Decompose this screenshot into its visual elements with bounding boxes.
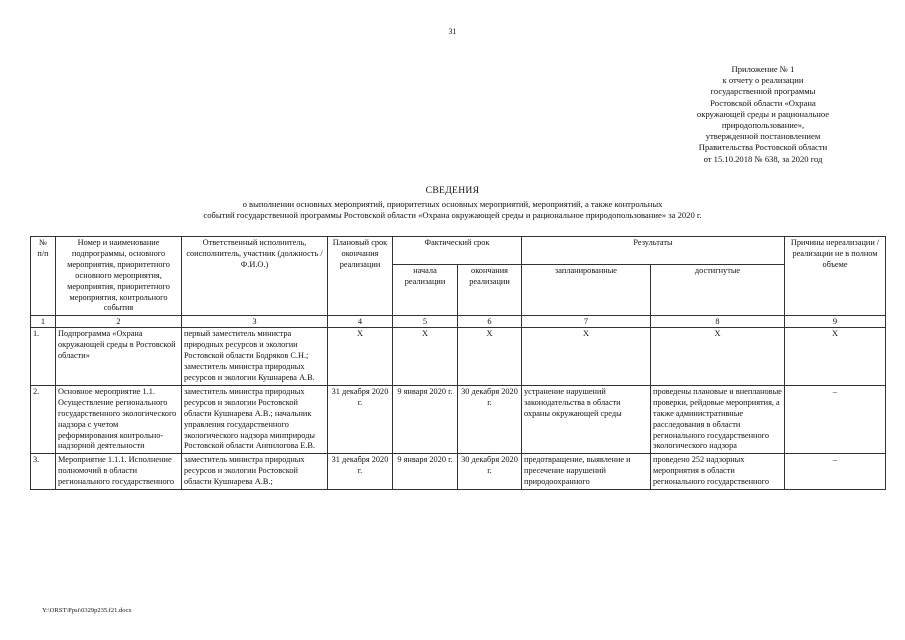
- appendix-line: государственной программы: [710, 86, 816, 97]
- cell-executor: заместитель министра природных ресурсов и экологии Ростовской области Кушнарева А.В.;: [182, 454, 328, 490]
- subtitle-line: о выполнении основных мероприятий, приоритетных основных мероприятий, мероприятий, а также контрольных: [242, 199, 663, 209]
- page-number: 31: [448, 27, 457, 36]
- cell-actual-start: 9 января 2020 г.: [393, 385, 458, 453]
- header-executor: Ответственный исполнитель, соисполнитель, участник (должность / Ф.И.О.): [182, 237, 328, 316]
- column-number: 2: [56, 316, 182, 328]
- cell-name: Основное мероприятие 1.1. Осуществление регионального государственного экологического надзора с учетом реформирования контрольно-надзорной деятельности: [56, 385, 182, 453]
- cell-achieved: проведено 252 надзорных мероприятия в области регионального государственного: [651, 454, 785, 490]
- appendix-line: от 15.10.2018 № 638, за 2020 год: [703, 153, 823, 164]
- column-number: 4: [328, 316, 393, 328]
- table-row: [31, 385, 886, 453]
- cell-planned: предотвращение, выявление и пресечение нарушений природоохранного: [522, 454, 651, 490]
- cell-planned: устранение нарушений законодательства в области охраны окружающей среды: [522, 385, 651, 453]
- cell-achieved: X: [651, 328, 785, 386]
- column-number: 1: [31, 316, 56, 328]
- table-row: [31, 454, 886, 490]
- column-number: 8: [651, 316, 785, 328]
- cell-name: Подпрограмма «Охрана окружающей среды в Ростовской области»: [56, 328, 182, 386]
- cell-name: Мероприятие 1.1.1. Исполнение полномочий в области регионального государственного: [56, 454, 182, 490]
- header-achieved: достигнутые: [651, 265, 785, 316]
- cell-reasons: X: [785, 328, 886, 386]
- appendix-line: окружающей среды и рациональное: [696, 108, 830, 119]
- cell-actual-end: 30 декабря 2020 г.: [458, 454, 522, 490]
- cell-plan-end: 31 декабря 2020 г.: [328, 454, 393, 490]
- appendix-line: природопользование»,: [721, 120, 805, 131]
- appendix-line: к отчету о реализации: [722, 75, 804, 86]
- cell-plan-end: 31 декабря 2020 г.: [328, 385, 393, 453]
- appendix-line: Ростовской области «Охрана: [710, 97, 816, 108]
- cell-actual-end: 30 декабря 2020 г.: [458, 385, 522, 453]
- column-number: 5: [393, 316, 458, 328]
- column-number: 3: [182, 316, 328, 328]
- document-title: СВЕДЕНИЯ: [425, 185, 480, 196]
- column-number-row: [31, 316, 886, 328]
- header-actual-start: начала реализации: [393, 265, 458, 316]
- header-num: № п/п: [31, 237, 56, 316]
- cell-num: 3.: [31, 454, 56, 490]
- column-number: 6: [458, 316, 522, 328]
- cell-executor: заместитель министра природных ресурсов и экологии Ростовской области Кушнарева А.В.; начальник управления государственного экологического надзора минприроды Ростовской области Анпилогова Е.В.: [182, 385, 328, 453]
- header-actual: Фактический срок: [393, 237, 522, 265]
- appendix-line: Правительства Ростовской области: [698, 142, 828, 153]
- cell-reasons: –: [785, 385, 886, 453]
- cell-achieved: проведены плановые и внеплановые проверки, рейдовые мероприятия, а также административные расследования в области регионального государственного экологического надзора: [651, 385, 785, 453]
- subtitle-line: событий государственной программы Ростовской области «Охрана окружающей среды и рациональное природопользование» за 2020 г.: [203, 210, 702, 220]
- header-row: [31, 237, 886, 265]
- header-plan-end: Плановый срок окончания реализации: [328, 237, 393, 316]
- appendix-line: утвержденной постановлением: [705, 131, 821, 142]
- cell-actual-start: 9 января 2020 г.: [393, 454, 458, 490]
- cell-actual-end: X: [458, 328, 522, 386]
- report-table: [30, 236, 886, 490]
- cell-num: 2.: [31, 385, 56, 453]
- cell-actual-start: X: [393, 328, 458, 386]
- table-row: [31, 328, 886, 386]
- cell-executor: первый заместитель министра природных ресурсов и экологии Ростовской области Бодряков С.Н.; заместитель министра природных ресурсов и экологии Кушнарева А.В.: [182, 328, 328, 386]
- appendix-block: [678, 64, 848, 165]
- document-subtitle: [0, 199, 905, 221]
- cell-num: 1.: [31, 328, 56, 386]
- header-actual-end: окончания реализации: [458, 265, 522, 316]
- header-results: Результаты: [522, 237, 785, 265]
- column-number: 7: [522, 316, 651, 328]
- footer-file-path: Y:\ORST\Ppsi\0329p235.f21.docx: [42, 607, 132, 614]
- header-planned: запланированные: [522, 265, 651, 316]
- page-cutoff: [30, 607, 890, 640]
- appendix-line: Приложение № 1: [731, 64, 795, 74]
- cell-reasons: –: [785, 454, 886, 490]
- cell-planned: X: [522, 328, 651, 386]
- header-name: Номер и наименование подпрограммы, основного мероприятия, приоритетного основного мероприятия, мероприятия, приоритетного мероприятия, контрольного события: [56, 237, 182, 316]
- cell-plan-end: X: [328, 328, 393, 386]
- column-number: 9: [785, 316, 886, 328]
- header-reasons: Причины нереализации / реализации не в полном объеме: [785, 237, 886, 316]
